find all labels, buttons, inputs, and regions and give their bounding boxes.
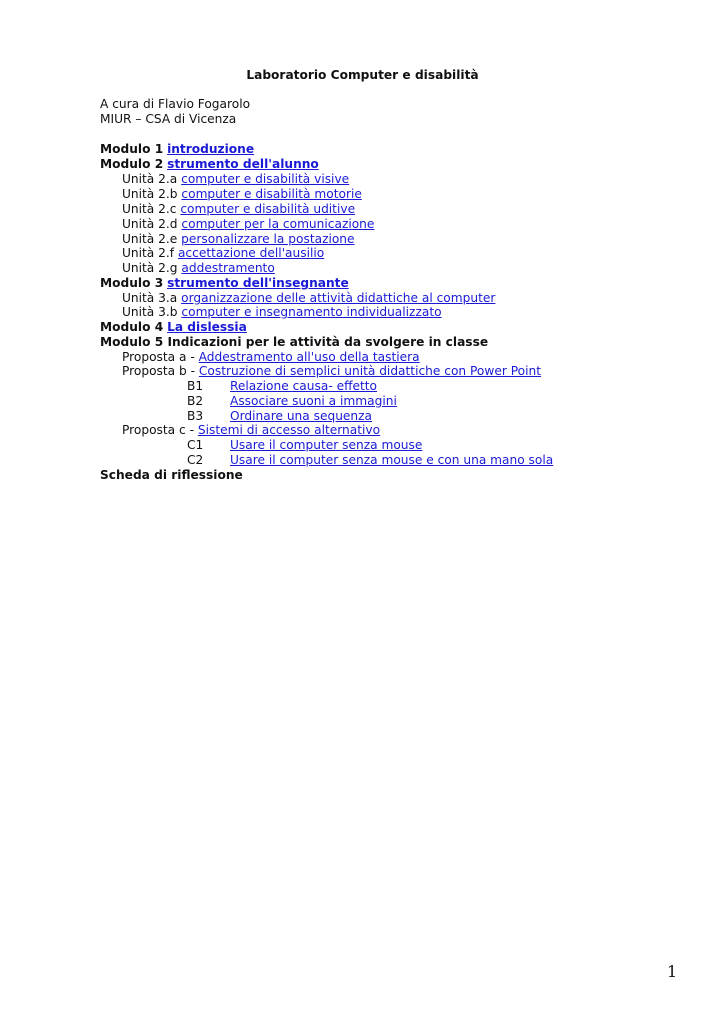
unit-3b-label: Unità 3.b — [122, 305, 178, 319]
unit-2f-link[interactable]: accettazione dell'ausilio — [177, 246, 325, 260]
sub-b1-link[interactable]: Relazione causa- effetto — [230, 379, 377, 393]
proposal-b-link[interactable]: Costruzione di semplici unità didattiche con Power Point — [198, 364, 542, 378]
unit-2c-label: Unità 2.c — [122, 202, 177, 216]
sub-c1-code: C1 — [187, 438, 204, 452]
document-title: Laboratorio Computer e disabilità — [246, 68, 479, 82]
module-3-row — [100, 276, 349, 291]
sub-c2-row — [0, 453, 725, 468]
sub-b1-row — [0, 379, 725, 394]
unit-2c-row — [122, 202, 355, 217]
unit-2e-row — [122, 232, 355, 247]
proposal-c-row — [122, 423, 380, 438]
author-line: A cura di Flavio Fogarolo — [100, 97, 251, 111]
unit-3b-row — [122, 305, 442, 320]
module-4-label: Modulo 4 — [100, 320, 164, 334]
unit-2d-link[interactable]: computer per la comunicazione — [181, 217, 375, 231]
proposal-a-label: Proposta a - — [122, 350, 195, 364]
unit-3a-link[interactable]: organizzazione delle attività didattiche al computer — [181, 291, 496, 305]
module-5-row — [100, 335, 488, 350]
unit-2a-label: Unità 2.a — [122, 172, 178, 186]
unit-2f-label: Unità 2.f — [122, 246, 175, 260]
proposal-a-link[interactable]: Addestramento all'uso della tastiera — [198, 350, 420, 364]
unit-2f-row — [122, 246, 324, 261]
sub-c2-link[interactable]: Usare il computer senza mouse e con una mano sola — [230, 453, 554, 467]
sub-c1-row — [0, 438, 725, 453]
module-4-row — [100, 320, 247, 335]
proposal-a-row — [122, 350, 420, 365]
closing-heading: Scheda di riflessione — [100, 468, 243, 482]
unit-2b-label: Unità 2.b — [122, 187, 178, 201]
sub-b1-code: B1 — [187, 379, 204, 393]
unit-2a-row — [122, 172, 349, 187]
unit-3a-row — [122, 291, 495, 306]
module-1-row — [100, 142, 254, 157]
module-2-label: Modulo 2 — [100, 157, 164, 171]
sub-c1-link[interactable]: Usare il computer senza mouse — [230, 438, 423, 452]
unit-2b-row — [122, 187, 362, 202]
module-2-row — [100, 157, 319, 172]
unit-3b-link[interactable]: computer e insegnamento individualizzato — [181, 305, 442, 319]
sub-b3-code: B3 — [187, 409, 204, 423]
unit-2e-link[interactable]: personalizzare la postazione — [181, 232, 355, 246]
unit-2d-row — [122, 217, 374, 232]
unit-2a-link[interactable]: computer e disabilità visive — [181, 172, 350, 186]
unit-2g-label: Unità 2.g — [122, 261, 178, 275]
module-5-label: Modulo 5 — [100, 335, 164, 349]
unit-2g-row — [122, 261, 275, 276]
unit-2d-label: Unità 2.d — [122, 217, 178, 231]
proposal-b-label: Proposta b - — [122, 364, 196, 378]
sub-b3-row — [0, 409, 725, 424]
organization-line: MIUR – CSA di Vicenza — [100, 112, 237, 126]
unit-2c-link[interactable]: computer e disabilità uditive — [180, 202, 356, 216]
proposal-c-link[interactable]: Sistemi di accesso alternativo — [197, 423, 381, 437]
module-1-label: Modulo 1 — [100, 142, 164, 156]
unit-2b-link[interactable]: computer e disabilità motorie — [181, 187, 362, 201]
unit-2e-label: Unità 2.e — [122, 232, 178, 246]
proposal-b-row — [122, 364, 541, 379]
module-3-link[interactable]: strumento dell'insegnante — [167, 276, 349, 290]
unit-3a-label: Unità 3.a — [122, 291, 178, 305]
sub-b2-code: B2 — [187, 394, 204, 408]
sub-b2-row — [0, 394, 725, 409]
module-3-label: Modulo 3 — [100, 276, 164, 290]
sub-b2-link[interactable]: Associare suoni a immagini — [230, 394, 397, 408]
proposal-c-label: Proposta c - — [122, 423, 194, 437]
module-5-text: Indicazioni per le attività da svolgere in classe — [167, 335, 489, 349]
sub-b3-link[interactable]: Ordinare una sequenza — [230, 409, 373, 423]
module-2-link[interactable]: strumento dell'alunno — [167, 157, 319, 171]
unit-2g-link[interactable]: addestramento — [181, 261, 275, 275]
module-1-link[interactable]: introduzione — [167, 142, 255, 156]
module-4-link[interactable]: La dislessia — [167, 320, 247, 334]
page-number: 1 — [667, 962, 678, 981]
sub-c2-code: C2 — [187, 453, 204, 467]
